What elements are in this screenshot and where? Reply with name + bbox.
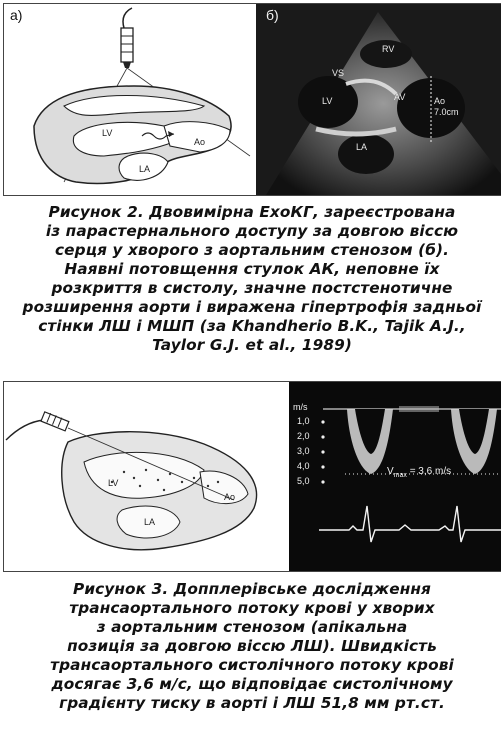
echo-label-lv: LV: [322, 96, 333, 106]
caption-line: досягає 3,6 м/с, що відповідає систолічному: [51, 675, 453, 693]
figure-2-caption: [0, 203, 504, 355]
parasternal-heart-diagram: [4, 6, 254, 194]
fig2-ao-label: Ao: [194, 137, 206, 147]
echo-label-ao: Ao: [434, 96, 446, 106]
caption-line: Рисунок 2. Двовимірна ЕхоКГ, зареєстрована: [48, 203, 456, 221]
caption-line: трансаортального потоку крові у хворих: [69, 599, 435, 617]
vmax-subscript: max: [393, 472, 407, 479]
caption-line: розширення аорти і виражена гіпертрофія задньої: [22, 298, 482, 316]
doppler-tick-label: 1,0: [297, 416, 310, 426]
caption-line: розкриття в систолу, значне постстенотичне: [51, 279, 453, 297]
caption-line: трансаортального систолічного потоку крові: [50, 656, 454, 674]
doppler-tick-label: 5,0: [297, 476, 310, 486]
fig2-lv-label: LV: [102, 128, 113, 138]
echo-label-av: AV: [394, 92, 406, 102]
caption-line: Наявні потовщення стулок АК, неповне їх: [64, 260, 440, 278]
echo-label-rv: RV: [382, 44, 395, 54]
figure-3-frame: [3, 381, 501, 572]
apical-heart-diagram: [4, 382, 288, 571]
doppler-tick-label: 3,0: [297, 446, 310, 456]
vmax-symbol: V: [387, 466, 394, 477]
caption-line: позиція за довгою віссю ЛШ). Швидкість: [67, 637, 437, 655]
vmax-annotation: [387, 466, 451, 479]
figure-2-frame: [3, 3, 501, 196]
caption-line: серця у хворого з аортальним стенозом (б).: [55, 241, 449, 259]
fig3-la-label: LA: [144, 517, 156, 527]
caption-line: з аортальним стенозом (апікальна: [96, 618, 408, 636]
caption-line: Рисунок 3. Допплерівське дослідження: [73, 580, 431, 598]
figure-3-caption: [0, 580, 504, 713]
fig2-la-label: LA: [139, 164, 151, 174]
fig3-lv-label: LV: [108, 478, 119, 488]
doppler-spectrum-panel: [289, 382, 501, 571]
echo-measure-label: 7.0cm: [434, 107, 459, 117]
panel-b-label: б): [266, 7, 279, 23]
echo-label-vs: VS: [332, 68, 345, 78]
caption-line: із парастернального доступу за довгою віссю: [45, 222, 459, 240]
vmax-value: = 3,6 m/s: [409, 466, 452, 477]
caption-line: Taylor G.J. et al., 1989): [152, 336, 352, 354]
fig3-ao-label: Ao: [224, 492, 236, 502]
caption-line: стінки ЛШ і МШП (за Khandherio B.K., Tajik A.J.,: [38, 317, 466, 335]
doppler-tick-label: 4,0: [297, 461, 310, 471]
panel-a-label: а): [10, 7, 23, 23]
echo-label-la: LA: [356, 142, 368, 152]
probe-icon: [6, 412, 69, 440]
echo-ultrasound-image: [256, 4, 501, 195]
doppler-axis-unit: m/s: [293, 402, 308, 412]
caption-line: градієнту тиску в аорті і ЛШ 51,8 мм рт.ст.: [59, 694, 445, 712]
doppler-tick-label: 2,0: [297, 431, 310, 441]
transducer-icon: [121, 8, 133, 68]
